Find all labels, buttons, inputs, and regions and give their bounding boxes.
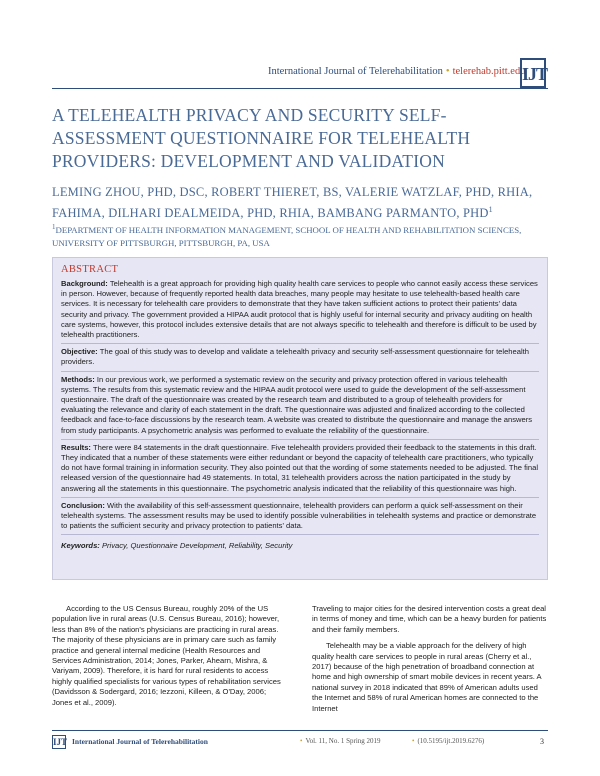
objective-label: Objective:	[61, 347, 98, 357]
header-url-link[interactable]: telerehab.pitt.edu	[452, 66, 526, 77]
abstract-background	[61, 279, 539, 340]
abstract-divider	[61, 534, 539, 535]
article-title: A TELEHEALTH PRIVACY AND SECURITY SELF-ASSESSMENT QUESTIONNAIRE FOR TELEHEALTH PROVIDERS: DEVELOPMENT AND VALIDATION	[52, 105, 471, 171]
header-divider	[52, 88, 548, 89]
affiliation-marker: 1	[52, 223, 56, 231]
footer-logo: IJT	[53, 737, 68, 747]
body-paragraph: Telehealth may be a viable approach for the delivery of high quality health care services to people in rural areas (Cherry et al., 2017) because of the high penetration of broadband connection at home and high ownership of smart mobile devices in recent years. A national survey in 2018 indicated that 89% of American adults used the Internet and 58% of rural American homes are connected to the Internet	[312, 641, 542, 713]
footer-doi	[412, 737, 484, 745]
abstract-divider	[61, 497, 539, 498]
page-number: 3	[540, 737, 544, 746]
keywords	[61, 541, 539, 550]
author-names: LEMING ZHOU, PHD, DSC, ROBERT THIERET, BS, VALERIE WATZLAF, PHD, RHIA, FAHIMA, DILHARI DEALMEIDA, PHD, RHIA, BAMBANG PARMANTO, PHD	[52, 185, 533, 221]
affiliation-text: DEPARTMENT OF HEALTH INFORMATION MANAGEMENT, SCHOOL OF HEALTH AND REHABILITATION SCIENCES, UNIVERSITY OF PITTSBURGH, PITTSBURGH, PA, USA	[52, 224, 522, 248]
bullet-icon: •	[445, 66, 450, 77]
conclusion-label: Conclusion:	[61, 500, 105, 510]
background-text: Telehealth is a great approach for providing high quality health care services to people who cannot easily access these services in person. However, because of frequently reported health data breaches, many people may hesitate to use telehealth-based health care services. It is necessary for telehealth care providers to demonstrate that they have taken sufficient actions to protect their patients' data security and privacy. The government provided a HIPAA audit protocol that is highly useful for internal security and privacy auditing on health care systems, however, this protocol includes extensive details that are not always specific to telehealth and therefore is difficult to be used by telehealth practitioners.	[61, 279, 538, 340]
journal-logo: IJT	[520, 58, 546, 88]
abstract-objective	[61, 347, 539, 367]
body-paragraph: According to the US Census Bureau, roughly 20% of the US population live in rural areas (U.S. Census Bureau, 2016); however, less than 8% of the nation's physicians are practicing in rural areas. The majority of these physicians are in primary care such as family practice and general internal medicine (Health Resources and Services Administration, 2014; Jones, Parker, Ahearn, Mishra, & Variyam, 2009). Therefore, it is hard for rural residents to access highly qualified specialists for various types of rehabilitation services (Davidsson & Sodergard, 2016; Iezzoni, Killeen, & O'Day, 2006; Jones et al., 2009).	[52, 604, 281, 707]
abstract-methods	[61, 375, 539, 436]
results-text: There were 84 statements in the draft questionnaire. Five telehealth providers provided their feedback to the statements in this draft. They indicated that a number of these statements were either redundant or beyond the capacity of telehealth care practitioners, who typically do not have formal training in information security. They also pointed out that the wording of some statements needed to be adjusted. The final released version of the questionnaire had 49 statements. In total, 31 telehealth providers across the nation participated in the study by answering all the statements in this questionnaire. The psychometric analysis indicated that the reliability of this questionnaire was high.	[61, 442, 539, 493]
results-label: Results:	[61, 442, 91, 452]
abstract-divider	[61, 439, 539, 440]
objective-text: The goal of this study was to develop and validate a telehealth privacy and security self-assessment questionnaire for telehealth providers.	[61, 347, 529, 367]
footer-volume	[300, 737, 381, 745]
abstract-box	[52, 257, 548, 580]
keywords-label: Keywords:	[61, 541, 100, 551]
bullet-icon: •	[300, 737, 303, 745]
body-column-left	[52, 604, 284, 714]
abstract-heading: ABSTRACT	[61, 264, 119, 275]
background-label: Background:	[61, 279, 108, 288]
running-header	[268, 66, 525, 77]
conclusion-text: With the availability of this self-assessment questionnaire, telehealth providers can perform a quick self-assessment on their telehealth systems. The assessment results may be used to identify possible vulnerabilities in telehealth systems and practice or demonstrate to patients the sufficient security and privacy protection to patients' data.	[61, 500, 537, 531]
methods-label: Methods:	[61, 374, 95, 384]
abstract-divider	[61, 343, 539, 344]
keywords-text: Privacy, Questionnaire Development, Reliability, Security	[101, 541, 293, 551]
footer-journal-name: International Journal of Telerehabilitation	[72, 737, 208, 746]
abstract-conclusion	[61, 501, 539, 532]
affiliation	[52, 221, 552, 250]
methods-text: In our previous work, we performed a systematic review on the security and privacy protection offered in various telehealth systems. The results from this systematic review and the HIPAA audit protocol were used to guide the development of the self-assessment questionnaire. The draft of the questionnaire was created by the research team and distributed to a group of telehealth providers for evaluating the relevance and clarity of each statement in the draft. The questionnaire was adjusted and finalized according to the collected feedback and face-to-face discussions by the research team. A website was created to distribute the questionnaire and manage the answers from study participants. A psychometric analysis was performed to evaluate the reliability of the questionnaire.	[61, 374, 533, 435]
body-paragraph: Traveling to major cities for the desired intervention costs a great deal in terms of money and time, which can be a heavy burden for patients and their family members.	[312, 604, 547, 634]
footer-volume-text: Vol. 11, No. 1 Spring 2019	[305, 737, 381, 745]
footer-divider	[52, 730, 548, 731]
body-column-right	[312, 604, 548, 720]
header-journal-name: International Journal of Telerehabilitation	[268, 66, 443, 77]
abstract-results	[61, 443, 539, 494]
abstract-divider	[61, 371, 539, 372]
bullet-icon: •	[412, 737, 415, 745]
author-affiliation-marker: 1	[488, 205, 493, 214]
author-list	[52, 184, 552, 222]
footer-doi-text[interactable]: (10.5195/ijt.2019.6276)	[417, 737, 485, 745]
